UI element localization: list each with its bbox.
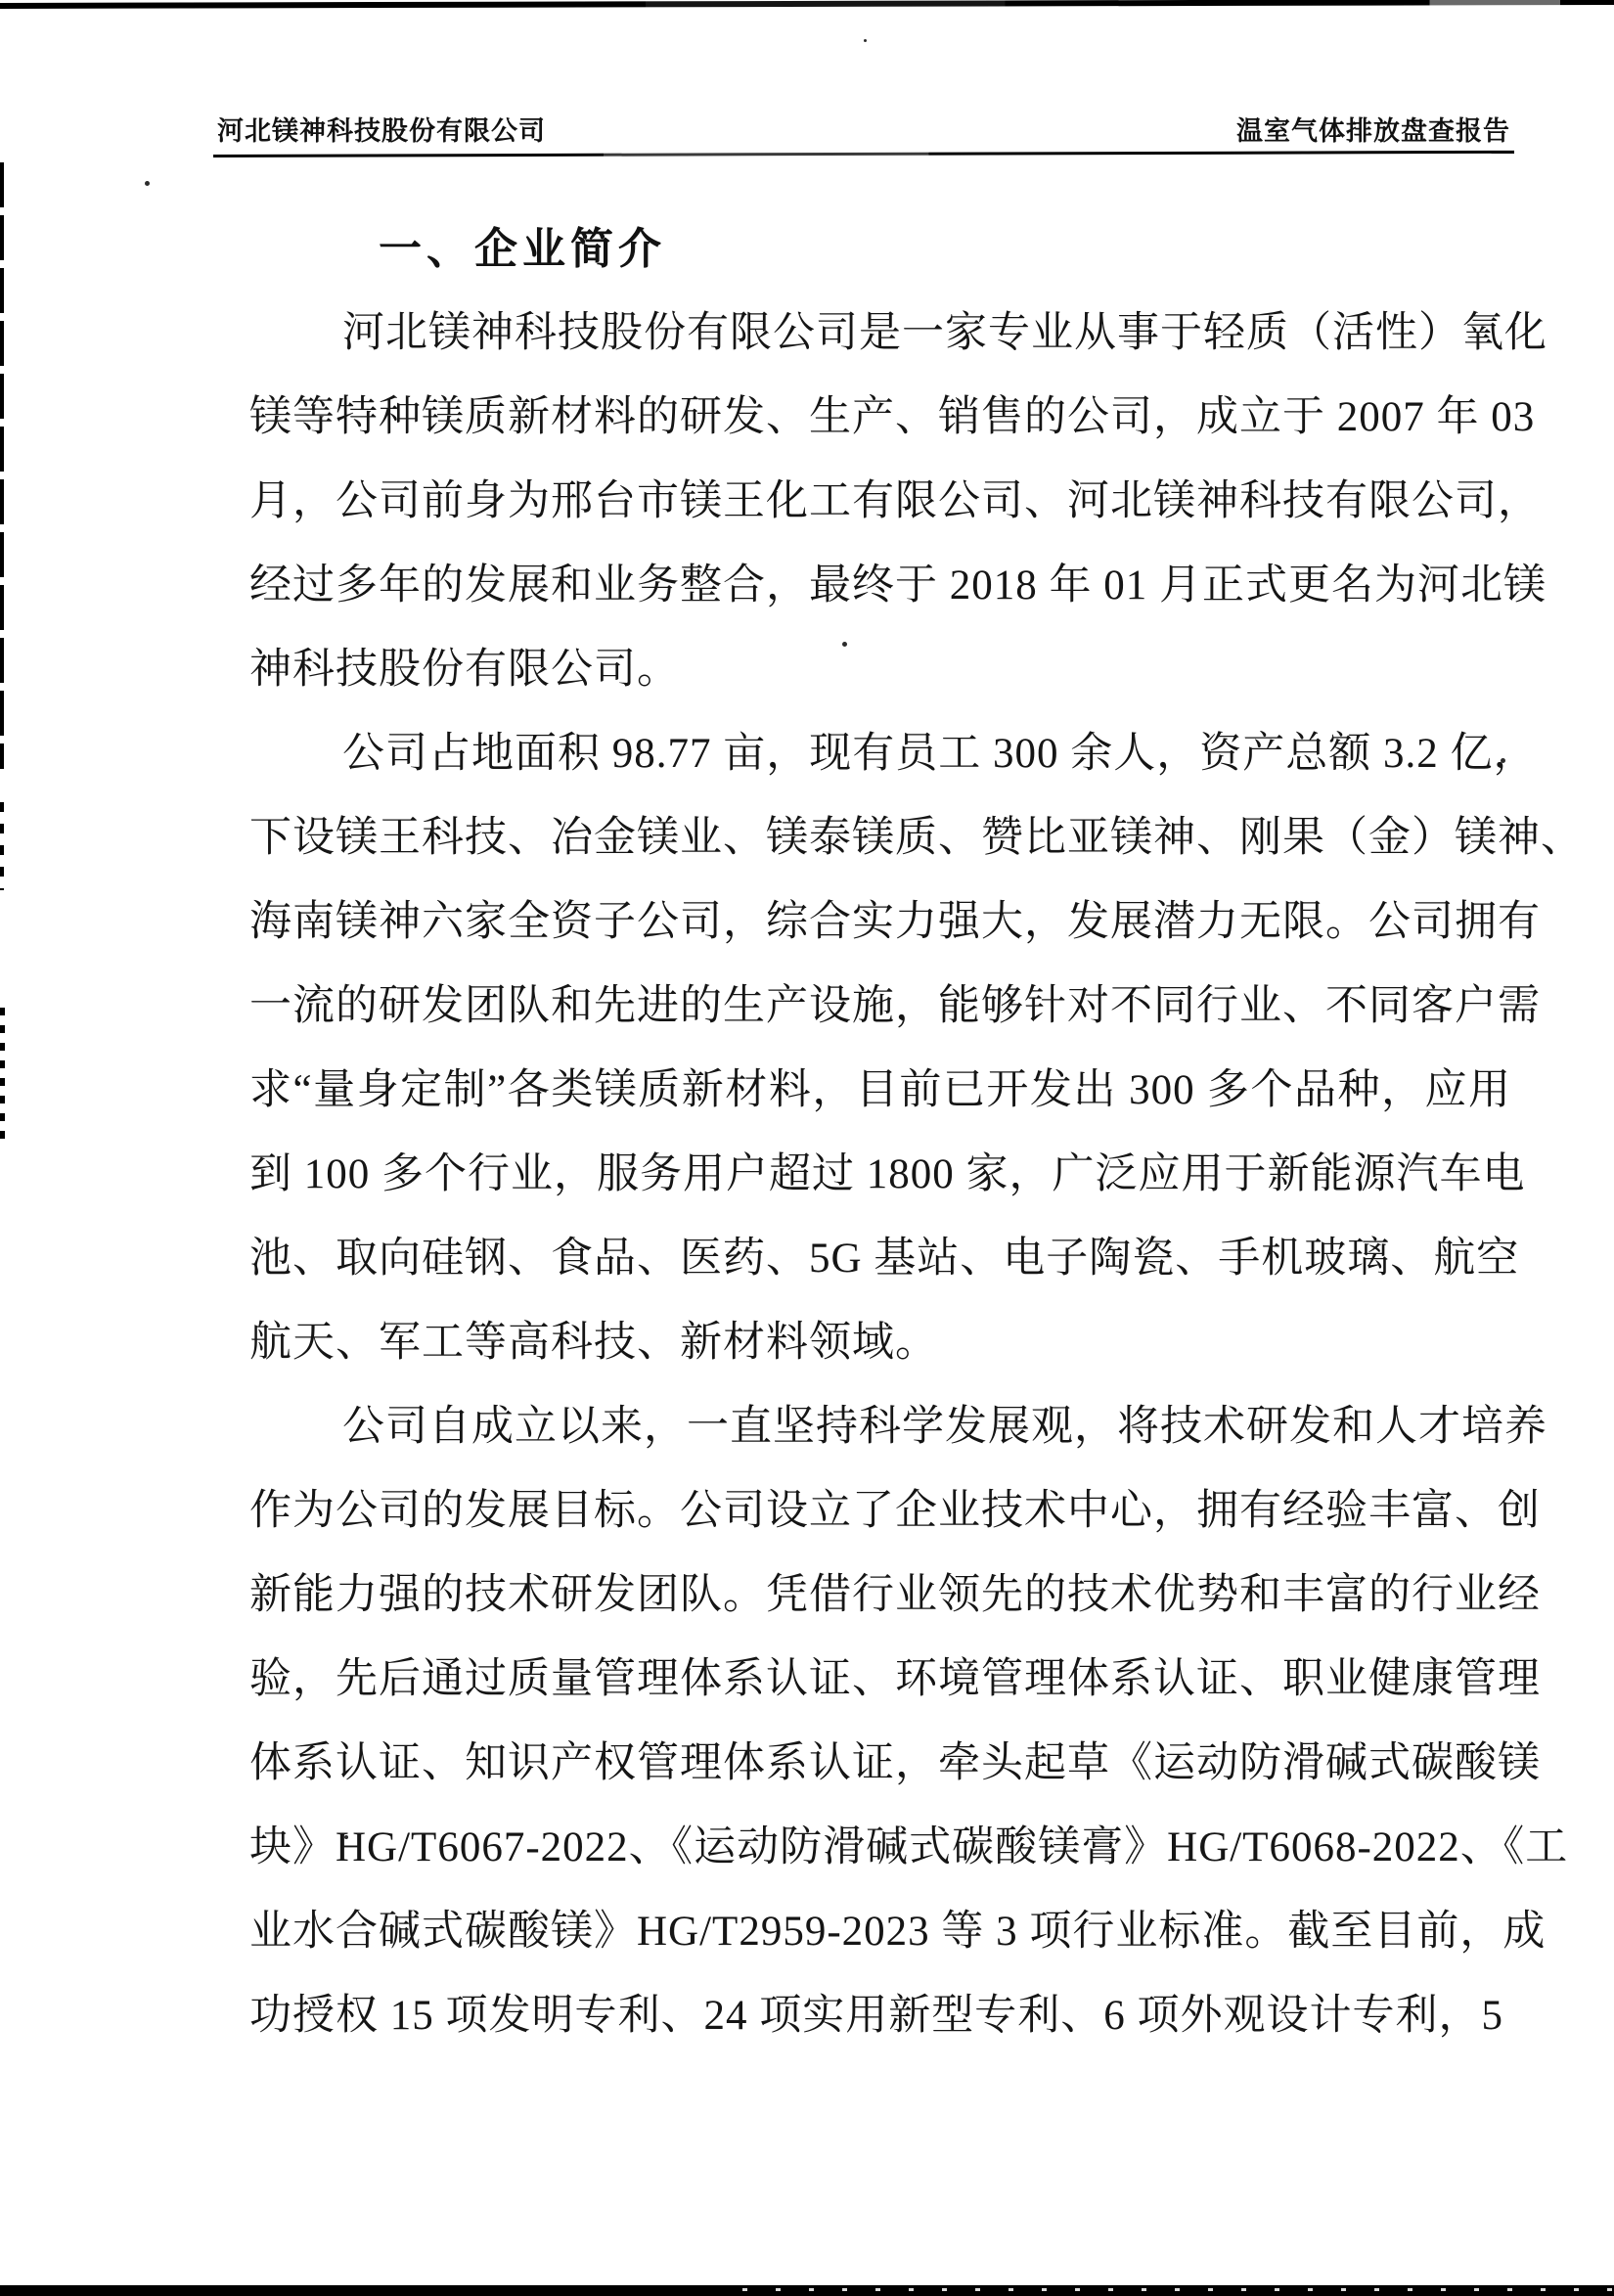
body-text-line: 月，公司前身为邢台市镁王化工有限公司、河北镁神科技有限公司， bbox=[249, 478, 1541, 524]
page-header bbox=[217, 110, 1510, 148]
body-text-line: 体系认证、知识产权管理体系认证，牵头起草《运动防滑碱式碳酸镁 bbox=[249, 1740, 1541, 1786]
scan-artifact-dot bbox=[145, 181, 150, 186]
body-text-line: 业水合碱式碳酸镁》HG/T2959-2023 等 3 项行业标准。截至目前，成 bbox=[249, 1909, 1547, 1955]
body-text-line: 池、取向硅钢、食品、医药、5G 基站、电子陶瓷、手机玻璃、航空 bbox=[249, 1236, 1520, 1282]
scan-artifact-dot bbox=[864, 39, 867, 42]
scan-artifact-bottom-edge bbox=[0, 2285, 1614, 2296]
section-title: 一、企业简介 bbox=[379, 225, 666, 273]
body-text-line: 一流的研发团队和先进的生产设施，能够针对不同行业、不同客户需 bbox=[249, 983, 1541, 1029]
body-text-line: 河北镁神科技股份有限公司是一家专业从事于轻质（活性）氧化 bbox=[342, 310, 1547, 356]
body-text-line: 新能力强的技术研发团队。凭借行业领先的技术优势和丰富的行业经 bbox=[249, 1572, 1541, 1618]
body-text-line: 到 100 多个行业，服务用户超过 1800 家，广泛应用于新能源汽车电 bbox=[249, 1151, 1526, 1197]
paragraphs-container bbox=[249, 292, 1584, 2058]
scan-artifact-top-edge bbox=[0, 0, 1614, 9]
body-text-line: 作为公司的发展目标。公司设立了企业技术中心，拥有经验丰富、创 bbox=[249, 1488, 1541, 1534]
body-text-line: 神科技股份有限公司。 bbox=[249, 647, 680, 693]
body-text-line: 验，先后通过质量管理体系认证、环境管理体系认证、职业健康管理 bbox=[249, 1656, 1541, 1702]
header-report-title: 温室气体排放盘查报告 bbox=[1236, 116, 1510, 146]
body-text-line: 镁等特种镁质新材料的研发、生产、销售的公司，成立于 2007 年 03 bbox=[249, 394, 1536, 440]
body-text-line: 下设镁王科技、冶金镁业、镁泰镁质、赞比亚镁神、刚果（金）镁神、 bbox=[249, 815, 1584, 861]
body-text-line: 求“量身定制”各类镁质新材料，目前已开发出 300 多个品种，应用 bbox=[249, 1067, 1511, 1113]
header-rule bbox=[213, 151, 1514, 158]
header-company-name: 河北镁神科技股份有限公司 bbox=[217, 116, 546, 146]
body-text-line: 功授权 15 项发明专利、24 项实用新型专利、6 项外观设计专利，5 bbox=[249, 1993, 1503, 2039]
body-text-line: 海南镁神六家全资子公司，综合实力强大，发展潜力无限。公司拥有 bbox=[249, 899, 1541, 945]
document-body bbox=[249, 207, 1584, 2058]
scan-artifact-left-strip bbox=[0, 802, 4, 890]
body-text-line: 块》HG/T6067-2022、《运动防滑碱式碳酸镁膏》HG/T6068-2022、《工 bbox=[249, 1824, 1569, 1870]
body-text-line: 公司占地面积 98.77 亩，现有员工 300 余人，资产总额 3.2 亿， bbox=[342, 731, 1537, 777]
scan-artifact-left-strip bbox=[0, 1008, 5, 1140]
body-text-line: 航天、军工等高科技、新材料领域。 bbox=[249, 1320, 938, 1366]
body-text-line: 经过多年的发展和业务整合，最终于 2018 年 01 月正式更名为河北镁 bbox=[249, 563, 1547, 608]
scan-artifact-left-strip bbox=[0, 162, 4, 769]
body-text-line: 公司自成立以来，一直坚持科学发展观，将技术研发和人才培养 bbox=[342, 1404, 1547, 1450]
